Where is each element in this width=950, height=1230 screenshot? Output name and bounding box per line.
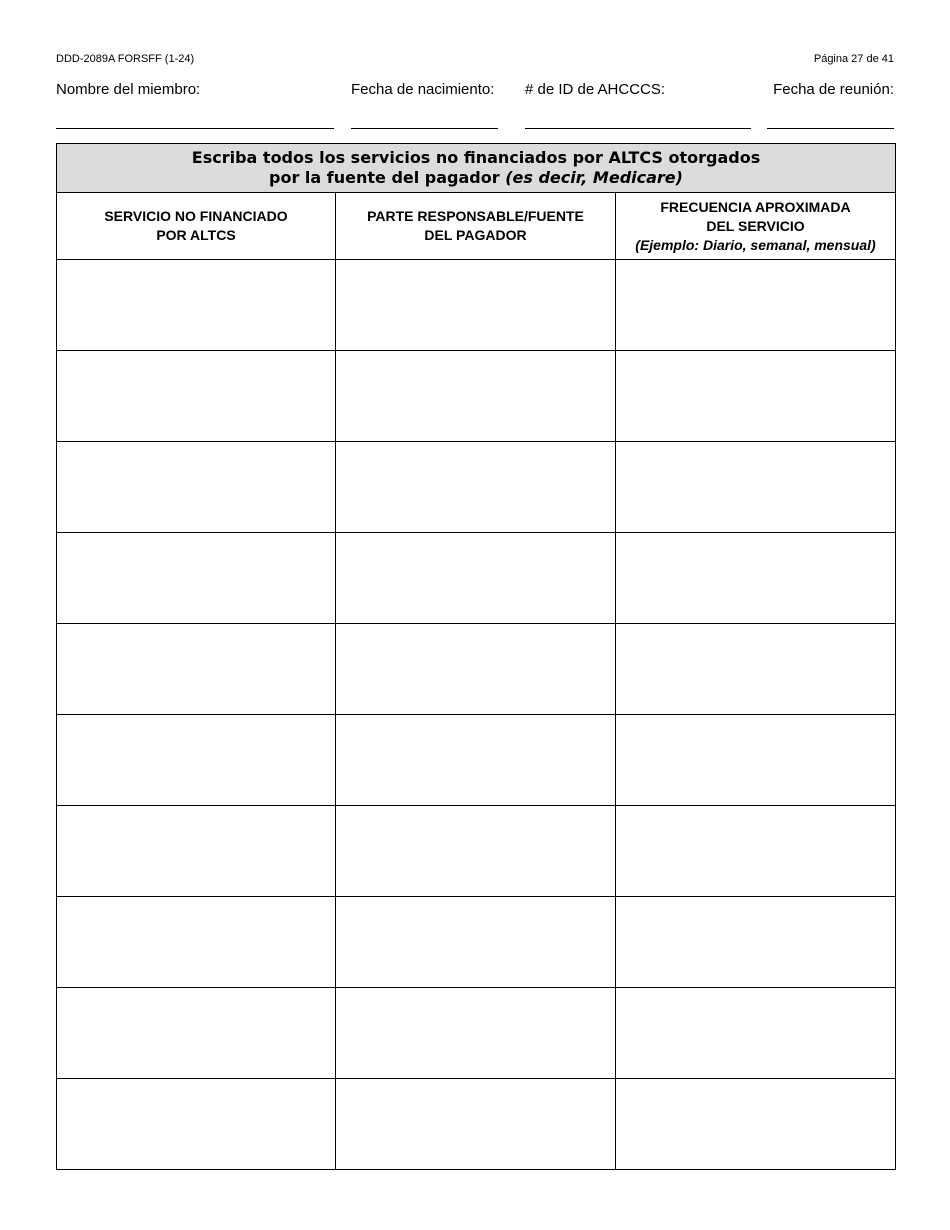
- frequency-cell[interactable]: [616, 624, 896, 715]
- frequency-cell[interactable]: [616, 351, 896, 442]
- payer-cell[interactable]: [336, 351, 616, 442]
- col-header-frequency-example: (Ejemplo: Diario, semanal, mensual): [635, 236, 876, 253]
- payer-cell[interactable]: [336, 533, 616, 624]
- service-cell[interactable]: [57, 806, 336, 897]
- col-header-frequency: [616, 193, 896, 260]
- table-row: [57, 988, 896, 1079]
- frequency-cell[interactable]: [616, 260, 896, 351]
- birth-date-label: Fecha de nacimiento:: [351, 81, 495, 98]
- member-name-field[interactable]: [56, 81, 334, 129]
- birth-date-field[interactable]: [351, 81, 498, 129]
- table-banner: [57, 144, 896, 193]
- col-header-frequency-line1: FRECUENCIA APROXIMADA: [660, 198, 851, 215]
- table-row: [57, 624, 896, 715]
- col-header-frequency-line2: DEL SERVICIO: [706, 217, 805, 234]
- frequency-cell[interactable]: [616, 897, 896, 988]
- service-cell[interactable]: [57, 442, 336, 533]
- payer-cell[interactable]: [336, 260, 616, 351]
- table-row: [57, 442, 896, 533]
- frequency-cell[interactable]: [616, 533, 896, 624]
- col-header-payer-line2: DEL PAGADOR: [424, 227, 527, 243]
- frequency-cell[interactable]: [616, 442, 896, 533]
- frequency-cell[interactable]: [616, 1079, 896, 1170]
- frequency-cell[interactable]: [616, 715, 896, 806]
- payer-cell[interactable]: [336, 897, 616, 988]
- ahcccs-id-field[interactable]: [525, 81, 751, 129]
- col-header-service-line2: POR ALTCS: [156, 227, 236, 243]
- table-row: [57, 897, 896, 988]
- frequency-cell[interactable]: [616, 806, 896, 897]
- service-cell[interactable]: [57, 1079, 336, 1170]
- member-info-fields: [56, 81, 894, 129]
- page-number: Página 27 de 41: [813, 53, 894, 65]
- col-header-payer-line1: PARTE RESPONSABLE/FUENTE: [367, 208, 584, 224]
- service-cell[interactable]: [57, 897, 336, 988]
- service-cell[interactable]: [57, 715, 336, 806]
- banner-line-2: [57, 168, 895, 188]
- table-row: [57, 533, 896, 624]
- payer-cell[interactable]: [336, 715, 616, 806]
- table-body: [57, 260, 896, 1170]
- service-cell[interactable]: [57, 533, 336, 624]
- service-cell[interactable]: [57, 988, 336, 1079]
- table-row: [57, 715, 896, 806]
- banner-line-2-italic: (es decir, Medicare): [505, 168, 683, 187]
- payer-cell[interactable]: [336, 806, 616, 897]
- service-cell[interactable]: [57, 260, 336, 351]
- service-cell[interactable]: [57, 351, 336, 442]
- col-header-service: [57, 193, 336, 260]
- col-header-payer: [336, 193, 616, 260]
- frequency-cell[interactable]: [616, 988, 896, 1079]
- form-code: DDD-2089A FORSFF (1-24): [56, 53, 195, 65]
- table-row: [57, 806, 896, 897]
- meeting-date-label: Fecha de reunión:: [773, 81, 894, 98]
- payer-cell[interactable]: [336, 624, 616, 715]
- table-row: [57, 260, 896, 351]
- member-name-label: Nombre del miembro:: [56, 81, 201, 98]
- table-row: [57, 1079, 896, 1170]
- payer-cell[interactable]: [336, 1079, 616, 1170]
- banner-line-2-text: por la fuente del pagador: [269, 168, 506, 187]
- service-cell[interactable]: [57, 624, 336, 715]
- banner-line-1: Escriba todos los servicios no financiados por ALTCS otorgados: [191, 148, 761, 167]
- payer-cell[interactable]: [336, 988, 616, 1079]
- services-table: [56, 143, 896, 1170]
- payer-cell[interactable]: [336, 442, 616, 533]
- col-header-service-line1: SERVICIO NO FINANCIADO: [104, 208, 288, 224]
- table-row: [57, 351, 896, 442]
- meeting-date-field[interactable]: [767, 81, 894, 129]
- ahcccs-id-label: # de ID de AHCCCS:: [525, 81, 666, 98]
